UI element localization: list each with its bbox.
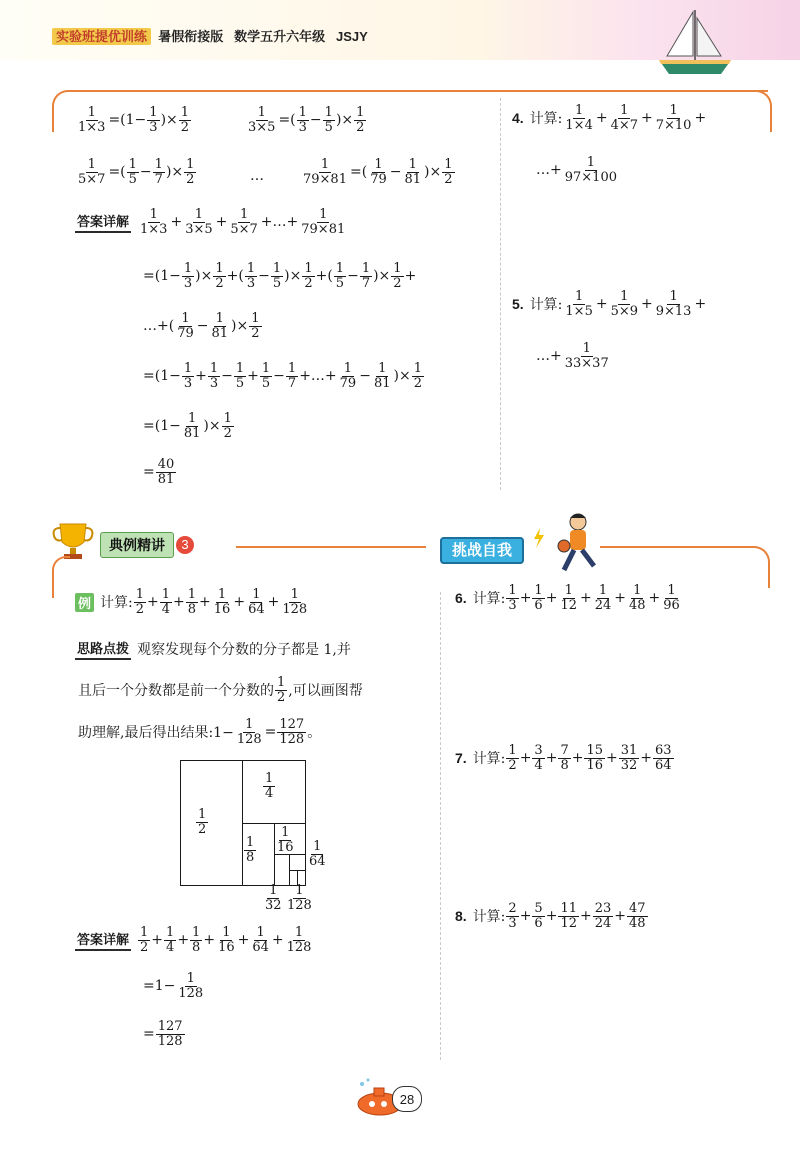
example-answer-line-0: 答案详解 $\frac{1}{2}$ + $\frac{1}{4}$ + $\frac{1}{8}$ + $\frac{1}{16}$ + $\frac{1}{64}$ + $\frac{1}{128}$ (77, 925, 312, 955)
top-frame-corner-left (52, 90, 72, 132)
identity-row-1b: $\frac{1}{3\times 5}$ =( $\frac{1}{3}$ − $\frac{1}{5}$ )× $\frac{1}{2}$ (248, 105, 365, 135)
challenge-header-line (600, 546, 750, 548)
boy-running-icon (550, 510, 606, 576)
diagram-label-quarter: $\frac{1}{4}$ (265, 771, 274, 801)
example-answer-label: 答案详解 (75, 929, 131, 951)
challenge-section-title: 挑战自我 (440, 539, 524, 560)
challenge-frame-corner (748, 546, 770, 588)
example-header-line (236, 546, 426, 548)
identity-row-1a: $\frac{1}{1\times 3}$ =(1− $\frac{1}{3}$ )× $\frac{1}{2}$ (78, 105, 190, 135)
series-name: 实验班提优训练 (52, 28, 151, 45)
diagram-label-sixteenth: $\frac{1}{16}$ (277, 825, 294, 855)
top-frame-corner-right (752, 90, 772, 132)
diagram-label-64th: $\frac{1}{64}$ (309, 839, 326, 869)
code: JSJY (335, 29, 368, 44)
header-title (52, 26, 368, 45)
answer-result: = $\frac{40}{81}$ (143, 457, 175, 487)
answer-line-0: 答案详解 $\frac{1}{1\times 3}$ + $\frac{1}{3\times 5}$ + $\frac{1}{5\times 7}$ +…+ $\frac{1}{79\times 81}$ (77, 207, 346, 237)
answer-step-4: =(1− $\frac{1}{81}$ )× $\frac{1}{2}$ (143, 411, 232, 441)
identity-row-2b: $\frac{1}{79\times 81}$ =( $\frac{1}{79}$ − $\frac{1}{81}$ )× $\frac{1}{2}$ (303, 157, 453, 187)
sailboat-icon (655, 8, 735, 78)
answer-step-2: …+( $\frac{1}{79}$ − $\frac{1}{81}$ )× $\frac{1}{2}$ (143, 311, 260, 341)
lightning-icon (532, 528, 546, 548)
question-5: 5. 计算: $\frac{1}{1\times 5}$ + $\frac{1}{5\times 9}$ + $\frac{1}{9\times 13}$ + (512, 289, 707, 319)
example-problem: 例 计算: $\frac{1}{2}$ + $\frac{1}{4}$ + $\frac{1}{8}$ + $\frac{1}{16}$ + $\frac{1}{64}$ + $\frac{1}{128}$ (75, 588, 310, 616)
example-answer-step-1: =1− $\frac{1}{128}$ (143, 971, 204, 1001)
question-7: 7. 计算: $\frac{1}{2}$ + $\frac{3}{4}$ + $\frac{7}{8}$ + $\frac{15}{16}$ + $\frac{31}{32}$ + $\frac{63}{64}$ (455, 743, 672, 773)
question-8: 8. 计算: $\frac{2}{3}$ + $\frac{5}{6}$ + $\frac{11}{12}$ + $\frac{23}{24}$ + $\frac{47}{48}$ (455, 901, 646, 931)
subject: 数学五升六年级 (234, 29, 326, 44)
edition: 暑假衔接版 (158, 29, 224, 44)
diagram-label-128th: $\frac{1}{128}$ (287, 883, 312, 913)
identity-row-2a: $\frac{1}{5\times 7}$ =( $\frac{1}{5}$ − $\frac{1}{7}$ )× $\frac{1}{2}$ (78, 157, 195, 187)
question-4: 4. 计算: $\frac{1}{1\times 4}$ + $\frac{1}{4\times 7}$ + $\frac{1}{7\times 10}$ + (512, 103, 707, 133)
answer-step-3: =(1− $\frac{1}{3}$ + $\frac{1}{3}$ − $\frac{1}{5}$ + $\frac{1}{5}$ − $\frac{1}{7}$ +…+ $\frac{1}{79}$ − $\frac{1}{81}$ )× $\frac{1}{2}$ (143, 361, 422, 391)
diagram-label-32nd: $\frac{1}{32}$ (265, 883, 282, 913)
hint-line-2: 且后一个分数都是前一个分数的 $\frac{1}{2}$ ,可以画图帮 (78, 675, 363, 705)
section-number-badge: 3 (176, 536, 194, 554)
diagram-label-eighth: $\frac{1}{8}$ (246, 835, 255, 865)
question-5-cont: …+ $\frac{1}{33\times 37}$ (536, 341, 609, 371)
bottom-column-divider (440, 592, 441, 1060)
example-answer-result: = $\frac{127}{128}$ (143, 1019, 183, 1049)
question-6: 6. 计算: $\frac{1}{3}$ + $\frac{1}{6}$ + $\frac{1}{12}$ + $\frac{1}{24}$ + $\frac{1}{48}$ + $\frac{1}{96}$ (455, 583, 680, 613)
answer-label: 答案详解 (75, 211, 131, 233)
trophy-icon (50, 520, 96, 562)
answer-step-1: =(1− $\frac{1}{3}$ )× $\frac{1}{2}$ +( $\frac{1}{3}$ − $\frac{1}{5}$ )× $\frac{1}{2}$ +( $\frac{1}{5}$ − $\frac{1}{7}$ )× $\frac{1}{2}$ + (143, 261, 417, 291)
top-frame-line (68, 90, 768, 92)
question-4-cont: …+ $\frac{1}{97\times 100}$ (536, 155, 617, 185)
hint-label: 思路点拨 (75, 638, 131, 660)
hint-line-1: 思路点拨 观察发现每个分数的分子都是 1,并 (75, 638, 351, 660)
top-column-divider (500, 98, 501, 490)
ellipsis: … (250, 168, 264, 184)
example-section-title: 典例精讲 3 (100, 532, 194, 558)
example-frame-corner (52, 556, 70, 598)
hint-line-3: 助理解,最后得出结果:1− $\frac{1}{128}$ = $\frac{127}{128}$ 。 (78, 717, 322, 747)
diagram-label-half: $\frac{1}{2}$ (198, 807, 207, 837)
page-number: 28 (392, 1086, 422, 1112)
